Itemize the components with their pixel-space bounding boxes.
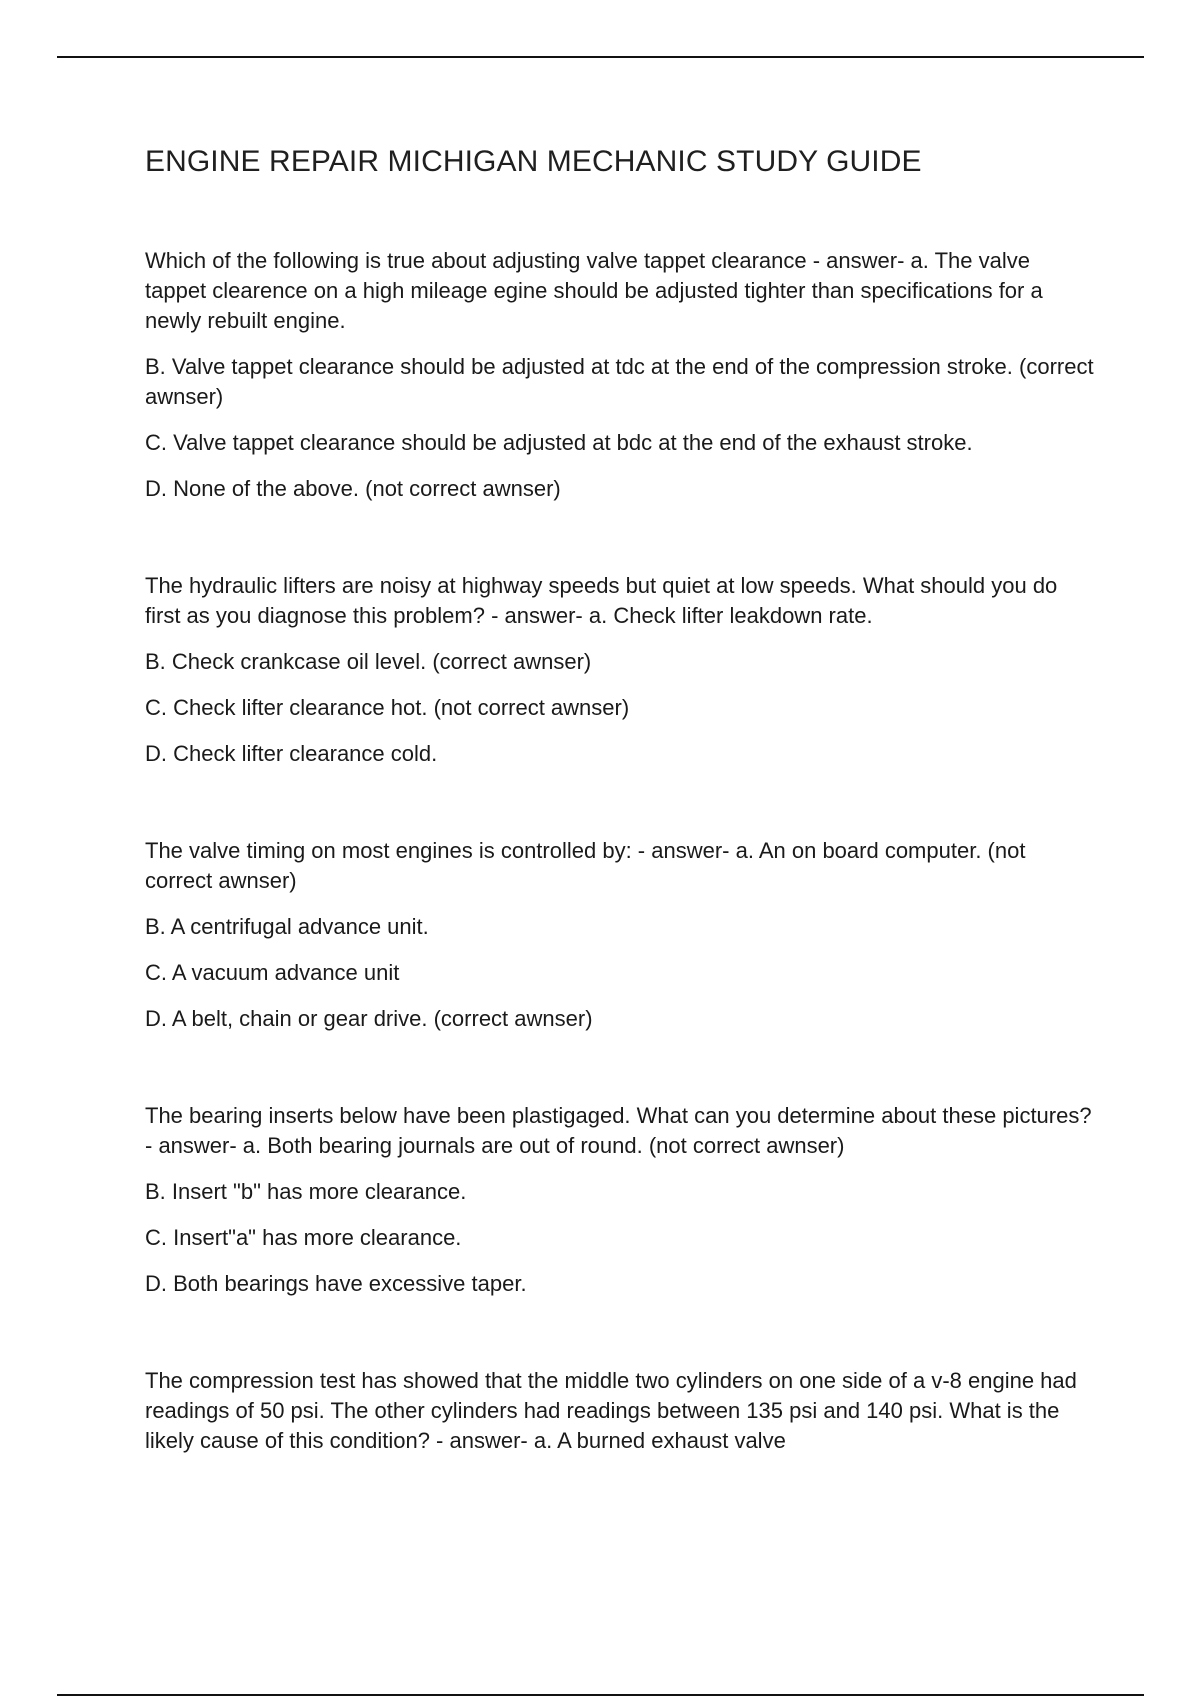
question-text: The valve timing on most engines is controlled by: - answer- a. An on board computer. (not correct awnser) <box>145 838 1026 893</box>
answer-option: B. A centrifugal advance unit. <box>145 914 429 939</box>
answer-option: D. A belt, chain or gear drive. (correct awnser) <box>145 1006 593 1031</box>
question-block <box>145 1366 1095 1456</box>
question-text: The hydraulic lifters are noisy at highway speeds but quiet at low speeds. What should you do first as you diagnose this problem? - answer- a. Check lifter leakdown rate. <box>145 573 1058 628</box>
header-rule <box>57 56 1144 58</box>
answer-option: C. A vacuum advance unit <box>145 960 400 985</box>
question-list <box>145 246 1095 1472</box>
answer-option: D. None of the above. (not correct awnser) <box>145 476 561 501</box>
page-title: ENGINE REPAIR MICHIGAN MECHANIC STUDY GUIDE <box>145 145 922 178</box>
question-text: The bearing inserts below have been plastigaged. What can you determine about these pictures? - answer- a. Both bearing journals are out of round. (not correct awnser) <box>145 1103 1092 1158</box>
answer-option: B. Insert "b" has more clearance. <box>145 1179 467 1204</box>
question-block <box>145 836 1095 1034</box>
answer-option: B. Valve tappet clearance should be adjusted at tdc at the end of the compression stroke. (correct awnser) <box>145 354 1094 409</box>
footer-rule <box>57 1694 1144 1696</box>
question-text: The compression test has showed that the middle two cylinders on one side of a v-8 engine had readings of 50 psi. The other cylinders had readings between 135 psi and 140 psi. What is the likely cause of this condition? - answer- a. A burned exhaust valve <box>145 1368 1077 1453</box>
answer-option: D. Both bearings have excessive taper. <box>145 1271 527 1296</box>
answer-option: C. Check lifter clearance hot. (not correct awnser) <box>145 695 630 720</box>
question-block <box>145 571 1095 769</box>
answer-option: C. Insert"a" has more clearance. <box>145 1225 462 1250</box>
question-block <box>145 1101 1095 1299</box>
answer-option: D. Check lifter clearance cold. <box>145 741 438 766</box>
question-text: Which of the following is true about adjusting valve tappet clearance - answer- a. The valve tappet clearence on a high mileage egine should be adjusted tighter than specifications for a newly rebuilt engine. <box>145 248 1043 333</box>
answer-option: B. Check crankcase oil level. (correct awnser) <box>145 649 592 674</box>
question-block <box>145 246 1095 504</box>
answer-option: C. Valve tappet clearance should be adjusted at bdc at the end of the exhaust stroke. <box>145 430 973 455</box>
